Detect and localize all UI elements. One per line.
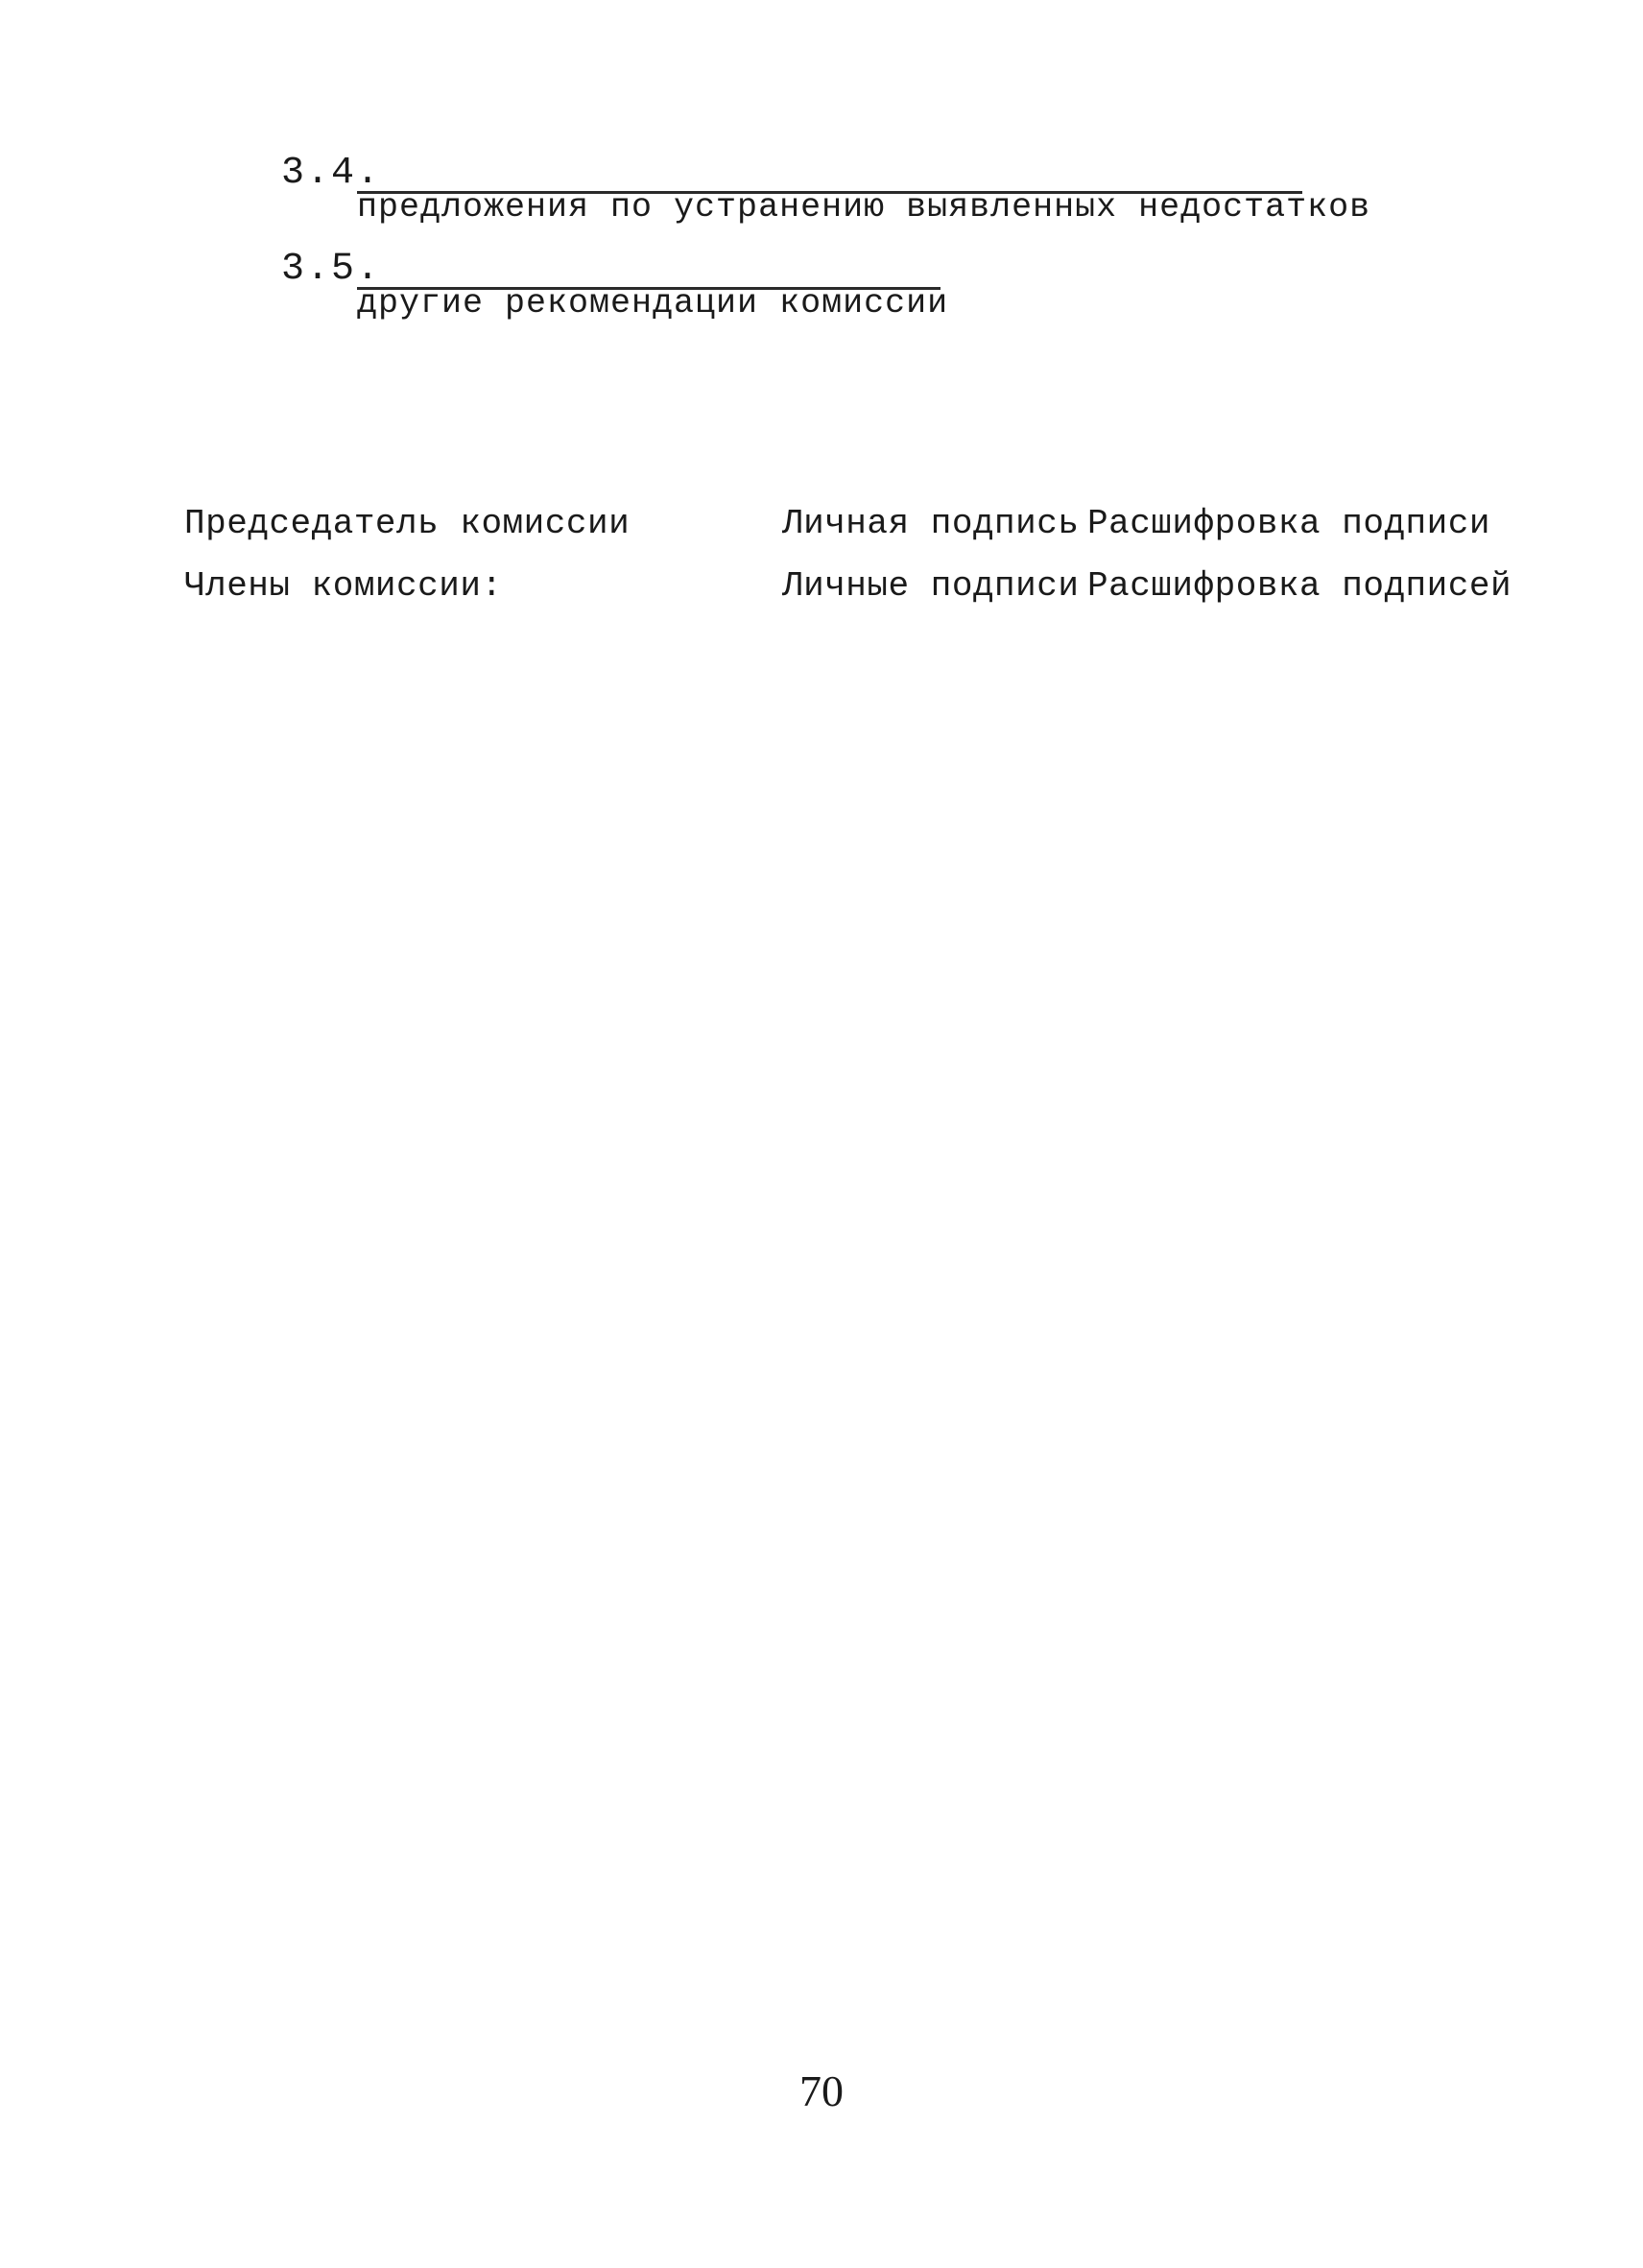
- chairman-decoding-label: Расшифровка подписи: [1087, 504, 1490, 543]
- page-number: 70: [799, 2066, 844, 2115]
- members-role: Члены комиссии:: [184, 566, 503, 606]
- members-signature-label: Личные подписи: [782, 566, 1080, 606]
- members-signature-row: [0, 566, 1643, 614]
- item-caption: другие рекомендации комиссии: [357, 284, 949, 322]
- item-caption: предложения по устранению выявленных недостатков: [357, 188, 1371, 227]
- item-number: 3.4.: [281, 152, 382, 195]
- item-number: 3.5.: [281, 248, 382, 291]
- chairman-role: Председатель комиссии: [184, 504, 631, 543]
- chairman-signature-label: Личная подпись: [782, 504, 1080, 543]
- chairman-signature-row: [0, 504, 1643, 552]
- members-decoding-label: Расшифровка подписей: [1087, 566, 1512, 606]
